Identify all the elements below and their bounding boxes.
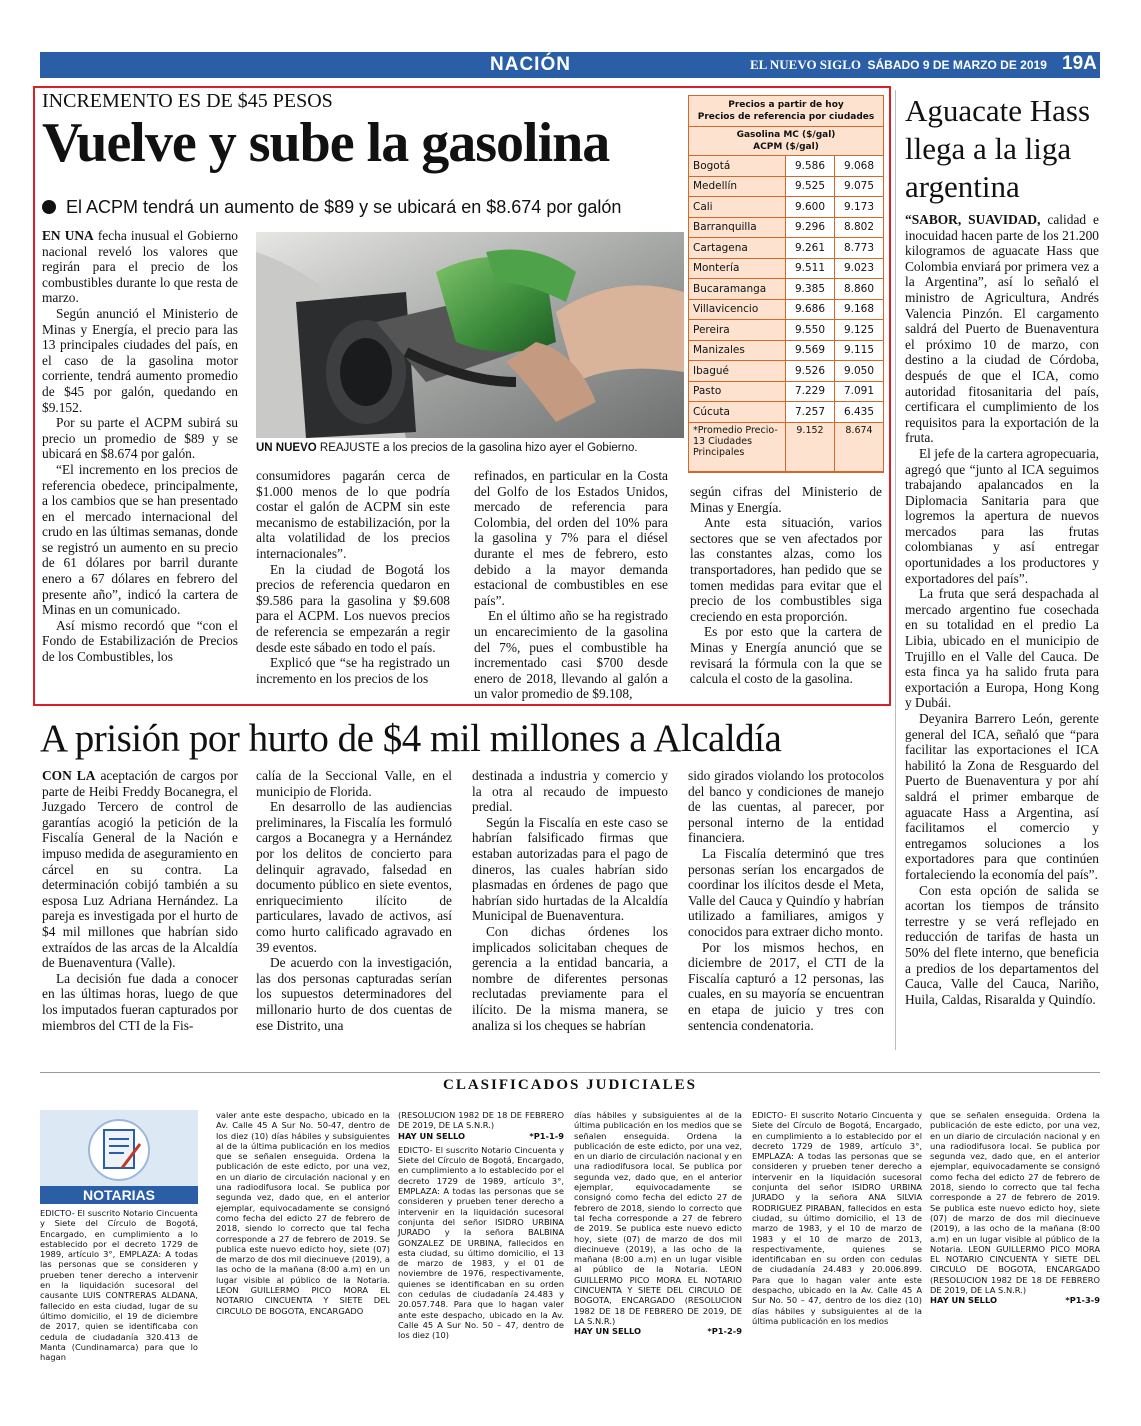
story2-column-4 [688, 768, 884, 1033]
issue-date: SÁBADO 9 DE MARZO DE 2019 [867, 58, 1047, 72]
paragraph [472, 815, 668, 924]
paragraph-text: De acuerdo con la investigación, las dos personas capturadas serían los supuestos determinadores del millonario hurto de dos cuentas de ese Distrito, una [256, 955, 452, 1033]
paragraph-text: refinados, en particular en la Costa del Golfo de los Estados Unidos, mercado de referencia para Colombia, del orden del 10% para la gasolina y 7% para el diésel durante el mes de febrero, esto debido a la mayor demanda estacional de combustibles en ese país”. [474, 468, 668, 608]
caption-lead: UN NUEVO [256, 442, 317, 454]
classified-col-1 [40, 1208, 198, 1362]
column-rule [895, 90, 896, 1050]
city-cell: Villavicencio [689, 299, 786, 320]
story2-column-3 [472, 768, 668, 1033]
acpm-price-cell: 6.435 [835, 402, 884, 423]
table-row [689, 258, 883, 279]
acpm-price-cell: 8.802 [835, 217, 884, 238]
gasoline-price-cell: 9.569 [786, 340, 835, 361]
notarias-label: NOTARIAS [40, 1186, 198, 1204]
seal-label: HAY UN SELLO [574, 1326, 642, 1337]
caption-text: REAJUSTE a los precios de la gasolina hizo ayer el Gobierno. [316, 442, 638, 454]
table-title-2: Precios de referencia por ciudades [697, 112, 875, 122]
city-cell: Barranquilla [689, 217, 786, 238]
edicto-text: EDICTO- El suscrito Notario Cincuenta y Siete del Círculo de Bogotá, Encargado, en cumplimiento a lo establecido por el decreto 1729 de 1989, artículo 3°, EMPLAZA: A todas las personas que se consideren y prueben tener derecho a intervenir en la liquidación sucesoral conjunta del señor ISIDRO URBINA JURADO y la señora BALBINA GONZALEZ DE URBINA, fallecidos en esta ciudad, su último domicilio, el 13 de marzo de 1983, y el 01 de noviembre de 1976, respectivamente, quienes se identificaban en su orden con cedulas de ciudadanía 24.483 y 20.057.748. Para que lo hagan valer ante este despacho, ubicado en la Av. Calle 45 A Sur No. 50 – 47, dentro de los diez (10) [398, 1144, 564, 1341]
classified-col-5 [752, 1110, 922, 1326]
paragraph [688, 940, 884, 1034]
paragraph [256, 955, 452, 1033]
paragraph [256, 562, 450, 656]
section-name: NACIÓN [490, 54, 571, 75]
table-row [689, 381, 883, 402]
fuel-price-table [688, 95, 884, 473]
classified-col-3 [398, 1110, 564, 1341]
paragraph-text: La decisión fue dada a conocer en las últimas horas, luego de que los imputados fueran capturados por miembros del CTI de la Fis- [42, 970, 238, 1033]
story2-column-1 [42, 768, 238, 1033]
story2-headline: A prisión por hurto de $4 mil millones a Alcaldía [40, 717, 782, 760]
city-cell: Pasto [689, 381, 786, 402]
paragraph [690, 624, 882, 686]
paragraph-text: En desarrollo de las audiencias preliminares, la Fiscalía les formuló cargos a Bocanegra y a Hernández por los delitos de concierto para delinquir agravado, falsedad en documento público en siete eventos, enriquecimiento ilícito de particulares, lavado de activos, así como hurto calificado agravado en 39 eventos. [256, 799, 452, 955]
classifieds-header: CLASIFICADOS JUDICIALES [40, 1072, 1100, 1101]
fuel-nozzle-photo [256, 232, 684, 438]
paragraph-text: aceptación de cargos por parte de Heibi Freddy Bocanegra, el Juzgado Tercero de control de garantías acogió la petición de la Fiscalía General de la Nación e impuso medida de aseguramiento en cárcel en su contra. La determinación cobijó también a su esposa Luz Adriana Hernández. La pareja es investigada por el hurto de $4 mil millones que habrían sido extraídos de las arcas de la Alcaldía de Buenaventura (Valle). [42, 768, 238, 971]
paragraph [688, 846, 884, 940]
table-row [689, 340, 883, 361]
average-label: *Promedio Precio-13 Ciudades Principales [689, 422, 786, 471]
paragraph [256, 468, 450, 562]
edicto-text: que se señalen enseguida. Ordena la publicación de este edicto, por una vez, en un diario de circulación nacional y en una radiodifusora local. Se publica por segunda vez, dado que, en el anterior ejemplar, equivocadamente se consignó como fecha del edicto 27 de febrero de 2018, siendo lo correcto que tal fecha corresponde a 27 de febrero de 2019. Se publica este nuevo edicto hoy, siete (07) de marzo de dos mil diecinueve (2019), a las ocho de la mañana (8:00 a.m) en un lugar visible al público de la Notaria. LEON GUILLERMO PICO MORA EL NOTARIO CINCUENTA Y SIETE DEL CIRCULO DE BOGOTA, ENCARGADO (RESOLUCION 1982 DE 18 DE FEBRERO DE 2019, DE LA S.N.R.) [930, 1110, 1100, 1296]
seal-label: HAY UN SELLO [930, 1295, 998, 1306]
paragraph-text: calía de la Seccional Valle, en el municipio de Florida. [256, 768, 452, 799]
paragraph-text: Con esta opción de salida se acortan los tiempos de tránsito terrestre y se verá reflejado en reducción de tarifas de hasta un 50% del flete interno, que beneficia a predios de los departamentos del Cauca, Valle del Cauca, Nariño, Huila, Caldas, Risaralda y Quindío. [905, 882, 1099, 1007]
table-row [689, 402, 883, 423]
classified-col-4 [574, 1110, 742, 1337]
gasoline-price-cell: 9.511 [786, 258, 835, 279]
main-column-2 [256, 468, 450, 686]
sidebar-column [905, 212, 1099, 1007]
main-column-1 [42, 228, 238, 665]
gasoline-price-cell: 9.261 [786, 238, 835, 259]
edicto-text: EDICTO- El suscrito Notario Cincuenta y Siete del Círculo de Bogotá, Encargado, en cumplimiento a lo establecido por el decreto 1729 de 1989, artículo 3°, EMPLAZA: A todas las personas que se consideren y prueben tener derecho a intervenir en la liquidación sucesoral conjunta del señor ISIDRO URBINA JURADO y la señora ANA SILVIA RODRIGUEZ PIRABAN, fallecidos en esta ciudad, su último domicilio, el 13 de marzo de 1983, y el 10 de marzo de 1983 y el 10 de marzo de 2013, respectivamente, quienes se identificaban en su orden con cedulas de ciudadanía 24.483 y 20.006.899. Para que lo hagan valer ante este despacho, ubicado en la Av. Calle 45 A Sur No. 50 – 47, dentro de los diez (10) días hábiles y subsiguientes al de la última publicación en los medios [752, 1110, 922, 1326]
paragraph-text: fecha inusual el Gobierno nacional reveló los valores que regirán para el precio de los combustibles durante lo que resta de marzo. [42, 228, 239, 306]
paragraph-text: Es por esto que la cartera de Minas y Energía anunció que se revisará la fórmula con la que se calcula el costo de la gasolina. [690, 624, 882, 687]
edicto-text: EDICTO- El suscrito Notario Cincuenta y Siete del Círculo de Bogotá, Encargado, en cumplimiento a lo establecido por el decreto 1729 de 1989, artículo 3°, EMPLAZA: A todas las personas que se consideren y prueben tener derecho a intervenir en la liquidación sucesoral del causante LUIS CONTRERAS ALDANA, fallecido en esta ciudad, lugar de su último domicilio, el 19 de diciembre de 2017, quien se identificaba con cedula de ciudadanía 320.413 de Manta (Cundinamarca) para que lo hagan [40, 1208, 198, 1363]
paragraph [472, 924, 668, 1033]
acpm-price-cell: 9.075 [835, 176, 884, 197]
seal-label: HAY UN SELLO [398, 1130, 466, 1141]
average-gasoline: 9.152 [786, 422, 835, 471]
paragraph [256, 768, 452, 799]
acpm-price-cell: 9.023 [835, 258, 884, 279]
acpm-price-cell: 9.050 [835, 361, 884, 382]
paragraph-text: Deyanira Barrero León, gerente general del ICA, señaló que “para facilitar las exportaciones el ICA habilitó la Zona de Resguardo del Puerto de Buenaventura y por ahí saldrá el primer embarque de aguacate Hass a Argentina, así facilitamos el comercio y entregamos soluciones a los exportadores para que continúen fortaleciendo la economía del país”. [905, 711, 1099, 882]
main-column-4 [690, 484, 882, 687]
paragraph [256, 799, 452, 955]
acpm-price-cell: 9.173 [835, 197, 884, 218]
average-acpm: 8.674 [835, 422, 884, 471]
paragraph-text: Explicó que “se ha registrado un incremento en los precios de los [256, 655, 450, 686]
city-cell: Manizales [689, 340, 786, 361]
seal-line [574, 1326, 742, 1336]
paragraph-text: Por su parte el ACPM subirá su precio un promedio de $89 y se ubicará en $8.674 por galón. [42, 415, 238, 462]
paragraph-text: sido girados violando los protocolos del banco y condiciones de manejo de las cuentas, al parecer, por personal interno de la entidad financiera. [688, 768, 884, 846]
gasoline-price-cell: 7.257 [786, 402, 835, 423]
photo-caption [256, 442, 686, 454]
acpm-price-cell: 9.125 [835, 320, 884, 341]
paragraph [905, 883, 1099, 1008]
paragraph [42, 768, 238, 971]
table-row [689, 156, 883, 176]
acpm-price-cell: 7.091 [835, 381, 884, 402]
paragraph-text: Con dichas órdenes los implicados solicitaban cheques de gerencia a la entidad bancaria, a nombre de diferentes personas reclutadas previamente para el ilícito. De la misma manera, se analiza si los cheques se habrían [472, 923, 668, 1033]
table-average-row [689, 422, 883, 471]
acpm-price-cell: 9.168 [835, 299, 884, 320]
paragraph-text: En la ciudad de Bogotá los precios de referencia quedaron en $9.586 para la gasolina y $9.608 para el ACPM. Los nuevos precios de referencia se empezarán a regir desde este sábado en todo el país. [256, 561, 450, 655]
paragraph [474, 468, 668, 608]
lead-in: CON LA [42, 768, 96, 783]
story2-column-2 [256, 768, 452, 1033]
acpm-price-cell: 9.115 [835, 340, 884, 361]
table-row [689, 238, 883, 259]
paragraph-text: según cifras del Ministerio de Minas y Energía. [690, 484, 882, 515]
subheadline-text: El ACPM tendrá un aumento de $89 y se ubicará en $8.674 por galón [66, 197, 622, 217]
header-acpm: ACPM ($/gal) [753, 142, 819, 152]
table-row [689, 197, 883, 218]
paragraph [42, 618, 238, 665]
city-cell: Cúcuta [689, 402, 786, 423]
kicker: INCREMENTO ES DE $45 PESOS [42, 90, 333, 112]
paragraph-text: Ante esta situación, varios sectores que se ven afectados por las constantes alzas, como los transportadores, han pedido que se tomen medidas para evitar que el precio de los combustibles siga creciendo en esta proporción. [690, 515, 882, 624]
paragraph [42, 462, 238, 618]
seal-line [930, 1295, 1100, 1305]
city-cell: Montería [689, 258, 786, 279]
gasoline-price-cell: 9.525 [786, 176, 835, 197]
paragraph [42, 415, 238, 462]
sidebar-headline: Aguacate Hass llega a la liga argentina [905, 93, 1091, 204]
publication-name: EL NUEVO SIGLO [750, 57, 861, 72]
gasoline-price-cell: 9.385 [786, 279, 835, 300]
paragraph-text: calidad e inocuidad hacen parte de los 21.200 kilogramos de aguacate Hass que Colombia enviará por primera vez a la Argentina”, así lo señaló el ministro de Agricultura, Andrés Valencia Pinzón. El cargamento saldrá del Puerto de Buenaventura el próximo 10 de marzo, con destino a la ciudad de Córdoba, después de que el ICA, como autoridad fitosanitaria del país, certificara el cumplimiento de los requisitos para la exportación de la fruta. [905, 212, 1099, 446]
classified-col-6 [930, 1110, 1100, 1306]
edicto-resolution: (RESOLUCION 1982 DE 18 DE FEBRERO DE 2019, DE LA S.N.R.) [398, 1110, 564, 1131]
city-cell: Pereira [689, 320, 786, 341]
table-row [689, 279, 883, 300]
table-row [689, 361, 883, 382]
paragraph-text: “El incremento en los precios de referencia obedece, principalmente, a los cambios que se han presentado en el mercado internacional del crudo en las últimas semanas, donde se registró un aumento en su precio de 61 dólares por barril durante enero a 67 dólares en febrero del presente año”, indicó la cartera de Minas en un comunicado. [42, 461, 238, 618]
paragraph [905, 711, 1099, 883]
paragraph-text: Por los mismos hechos, en diciembre de 2017, el CTI de la Fiscalía capturó a 12 personas, las cuales, en su mayoría se encuentran en etapa de juicio y tres con sentencia condenatoria. [688, 939, 884, 1033]
paragraph [905, 446, 1099, 586]
acpm-price-cell: 9.068 [835, 156, 884, 176]
gasoline-price-cell: 9.600 [786, 197, 835, 218]
header-gasoline: Gasolina MC ($/gal) [736, 130, 836, 140]
classified-col-2 [216, 1110, 390, 1316]
main-column-3 [474, 468, 668, 702]
city-cell: Bogotá [689, 156, 786, 176]
city-cell: Cartagena [689, 238, 786, 259]
seal-line [398, 1131, 564, 1141]
lead-in: “SABOR, SUAVIDAD, [905, 212, 1041, 227]
gasoline-price-cell: 7.229 [786, 381, 835, 402]
page-number: 19A [1062, 53, 1097, 74]
table-title-1: Precios a partir de hoy [728, 100, 844, 110]
edicto-text: valer ante este despacho, ubicado en la Av. Calle 45 A Sur No. 50-47, dentro de los diez (10) días hábiles y subsiguientes al de la última publicación en los medios que se señalen enseguida. Ordena la publicación de este edicto, por una vez, en un diario de circulación nacional y en una radiodifusora local. Se publica por segunda vez, dado que, en el anterior ejemplar, equivocadamente se consignó como fecha del edicto 27 de febrero de 2018, siendo lo correcto que tal fecha corresponde a 27 de febrero de 2019. Se publica este nuevo edicto hoy, siete (07) de marzo de dos mil diecinueve (2019), a las ocho de la mañana (8:00 a.m) en un lugar visible al público de la Notaria. LEON GUILLERMO PICO MORA EL NOTARIO CINCUENTA Y SIETE DEL CIRCULO DE BOGOTA, ENCARGADO [216, 1110, 390, 1316]
table-row [689, 176, 883, 197]
paragraph-text: destinada a industria y comercio y la otra al recaudo de impuesto predial. [472, 768, 668, 815]
table-row [689, 299, 883, 320]
subheadline [42, 197, 621, 218]
paragraph-text: El jefe de la cartera agropecuaria, agregó que “junto al ICA seguimos trabajando apalancados en la Diplomacia Sanitaria para que logremos la apertura de nuevos mercados para las frutas colombianas y así entregar oportunidades a los productores y exportadores del país”. [905, 445, 1099, 586]
table-row [689, 217, 883, 238]
paragraph-text: Según anunció el Ministerio de Minas y Energía, el precio para las 13 principales ciudades del país, en el caso de la gasolina motor corriente, tendrá aumento promedio de $45 por galón, quedando en $9.152. [42, 305, 238, 415]
paragraph-text: En el último año se ha registrado un encarecimiento de la gasolina del 7%, pues el combustible ha incrementado casi $700 desde enero de 2018, llevando al galón a un valor promedio de $9.108, [474, 608, 668, 702]
city-cell: Medellín [689, 176, 786, 197]
paragraph [472, 768, 668, 815]
paragraph [688, 768, 884, 846]
table-title [689, 96, 883, 127]
edicto-code: *P1-3-9 [1065, 1295, 1100, 1306]
paragraph [690, 515, 882, 624]
table-header [689, 127, 883, 156]
acpm-price-cell: 8.860 [835, 279, 884, 300]
gasoline-price-cell: 9.586 [786, 156, 835, 176]
gasoline-price-cell: 9.296 [786, 217, 835, 238]
paragraph-text: La Fiscalía determinó que tres personas serían los encargados de coordinar los ilícitos desde el Meta, Valle del Cauca y Quindío y habrían utilizado a familiares, amigos y conocidos para extraer dicho monto. [688, 845, 884, 939]
paragraph-text: Según la Fiscalía en este caso se habrían falsificado firmas que estaban autorizadas para el pago de dineros, las cuales habrían sido plasmadas en órdenes de pago que habrían sido hurtadas de la Alcaldía Municipal de Buenaventura. [472, 814, 668, 924]
paragraph [42, 228, 238, 306]
paragraph [42, 971, 238, 1033]
paragraph [905, 586, 1099, 711]
acpm-price-cell: 8.773 [835, 238, 884, 259]
city-cell: Ibagué [689, 361, 786, 382]
edicto-code: *P1-1-9 [529, 1130, 564, 1141]
gasoline-price-cell: 9.686 [786, 299, 835, 320]
paragraph-text: consumidores pagarán cerca de $1.000 menos de lo que podría costar el galón de ACPM sin este mecanismo de estabilización, por la alta volatilidad de los precios internacionales”. [256, 468, 450, 561]
city-cell: Bucaramanga [689, 279, 786, 300]
paragraph [905, 212, 1099, 446]
gasoline-price-cell: 9.550 [786, 320, 835, 341]
city-cell: Cali [689, 197, 786, 218]
paragraph [474, 608, 668, 702]
lead-in: EN UNA [42, 228, 94, 243]
paragraph [256, 655, 450, 686]
main-headline: Vuelve y sube la gasolina [42, 112, 610, 174]
edicto-text: días hábiles y subsiguientes al de la última publicación en los medios que se señalen enseguida. Ordena la publicación de este edicto, por una vez, en un diario de circulación nacional y en una radiodifusora local. Se publica por segunda vez, dado que, en el anterior ejemplar, equivocadamente se consignó como fecha del edicto 27 de febrero de 2018, siendo lo correcto que tal fecha corresponde a 27 de febrero de 2019. Se publica este nuevo edicto hoy, siete (07) de marzo de dos mil diecinueve (2019), a las ocho de la mañana (8:00 a.m) en un lugar visible al público de la Notaria. LEON GUILLERMO PICO MORA EL NOTARIO CINCUENTA Y SIETE DEL CIRCULO DE BOGOTA, ENCARGADO (RESOLUCION 1982 DE 18 DE FEBRERO DE 2019, DE LA S.N.R.) [574, 1110, 742, 1326]
paragraph-text: La fruta que será despachada al mercado argentino fue cosechada en su totalidad en el predio La Libia, ubicado en el municipio de Trujillo en el Valle del Cauca. De esta finca ya ha salido fruta para exportación a Europa, Hong Kong y Dubái. [905, 586, 1099, 711]
paragraph-text: Así mismo recordó que “con el Fondo de Estabilización de Precios de los Combustibles, los [42, 617, 238, 665]
table-row [689, 320, 883, 341]
paragraph [42, 306, 238, 415]
paragraph [690, 484, 882, 515]
bullet-icon [42, 200, 56, 214]
gasoline-price-cell: 9.526 [786, 361, 835, 382]
table-body [689, 156, 883, 472]
publication-date [750, 57, 1047, 73]
edicto-code: *P1-2-9 [707, 1326, 742, 1337]
